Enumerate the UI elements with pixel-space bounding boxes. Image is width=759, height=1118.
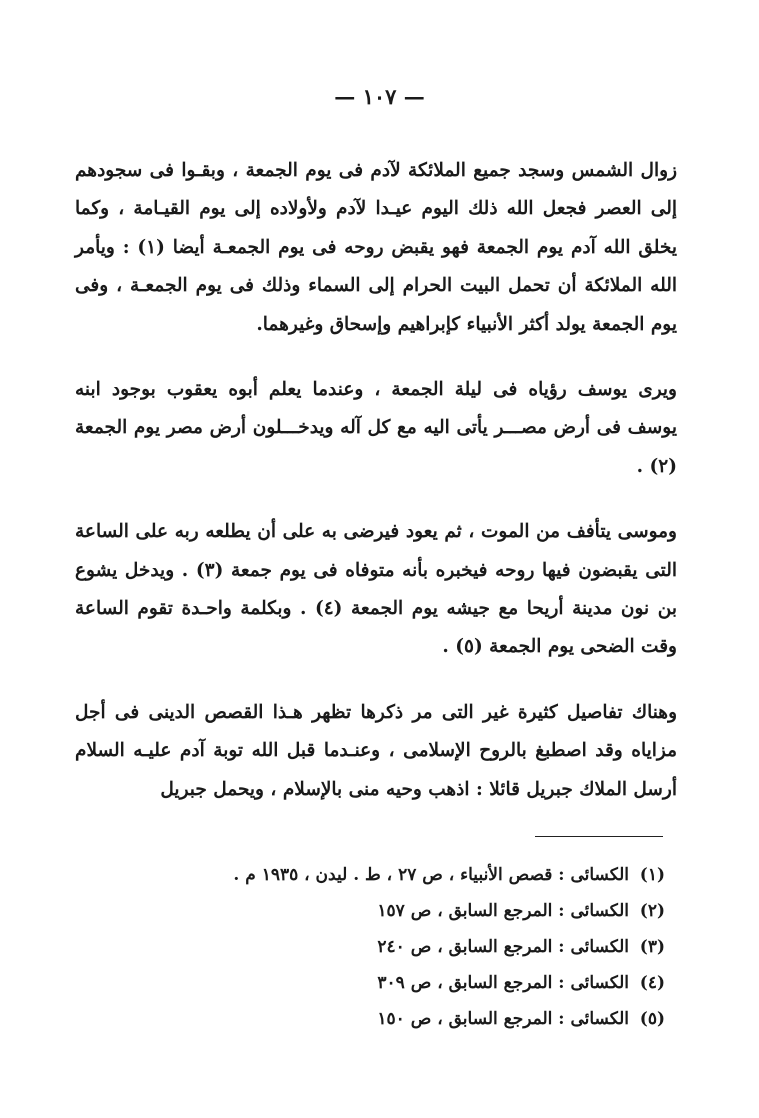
footnote-item xyxy=(105,1001,665,1037)
page-number: — ١٠٧ — xyxy=(334,84,425,109)
footnote-text: الكسائى : المرجع السابق ، ص ٢٤٠ xyxy=(377,937,629,957)
footnote-text: الكسائى : المرجع السابق ، ص ١٥٠ xyxy=(377,1009,629,1029)
footnote-item xyxy=(105,857,665,893)
footnote-text: الكسائى : المرجع السابق ، ص ١٥٧ xyxy=(377,901,629,921)
footnote-divider xyxy=(535,836,663,837)
footnotes-list xyxy=(105,857,665,1037)
footnote-number: (٥) xyxy=(639,1009,665,1029)
footnote-number: (٤) xyxy=(639,973,665,993)
paragraph-1: زوال الشمس وسجد جميع الملائكة لآدم فى يوم الجمعة ، وبقـوا فى سجودهم إلى العصر فجعل الله ذلك اليوم عيـدا لآدم ولأولاده إلى يوم القيـامة ، وكما يخلق الله آدم يوم الجمعة فهو يقبض روحه فى يوم الجمعـة أيضا (١) : ويأمر الله الملائكة أن تحمل البيت الحرام إلى السماء وذلك فى يوم الجمعـة ، وفى يوم الجمعة يولد أكثر الأنبياء كإبراهيم وإسحاق وغيرهما. xyxy=(75,160,677,335)
paragraph-4: وهناك تفاصيل كثيرة غير التى مر ذكرها تظهر هـذا القصص الدينى فى أجل مزاياه وقد اصطبغ بالروح الإسلامى ، وعنـدما قبل الله توبة آدم عليـه السلام أرسل الملاك جبريل قائلا : اذهب وحيه منى بالإسلام ، ويحمل جبريل xyxy=(75,701,677,800)
footnote-item xyxy=(105,893,665,929)
paragraph-2: ويرى يوسف رؤياه فى ليلة الجمعة ، وعندما يعلم أبوه يعقوب بوجود ابنه يوسف فى أرض مصـــر يأتى اليه مع كل آله ويدخـــلون أرض مصر يوم الجمعة (٢) . xyxy=(75,379,677,477)
footnote-number: (٣) xyxy=(639,937,665,957)
footnote-item xyxy=(105,965,665,1001)
footnote-number: (٢) xyxy=(639,901,665,921)
footnote-item xyxy=(105,929,665,965)
footnote-text: الكسائى : قصص الأنبياء ، ص ٢٧ ، ط . ليدن ، ١٩٣٥ م . xyxy=(233,865,629,885)
footnote-number: (١) xyxy=(639,865,665,885)
footnote-text: الكسائى : المرجع السابق ، ص ٣٠٩ xyxy=(377,973,629,993)
paragraph-3: وموسى يتأفف من الموت ، ثم يعود فيرضى به على أن يطلعه ربه على الساعة التى يقبضون فيها روحه فيخبره بأنه متوفاه فى يوم جمعة (٣) . ويدخل يشوع بن نون مدينة أريحا مع جيشه يوم الجمعة (٤) . وبكلمة واحـدة تقوم الساعة وقت الضحى يوم الجمعة (٥) . xyxy=(75,521,677,658)
body-text xyxy=(75,152,677,809)
